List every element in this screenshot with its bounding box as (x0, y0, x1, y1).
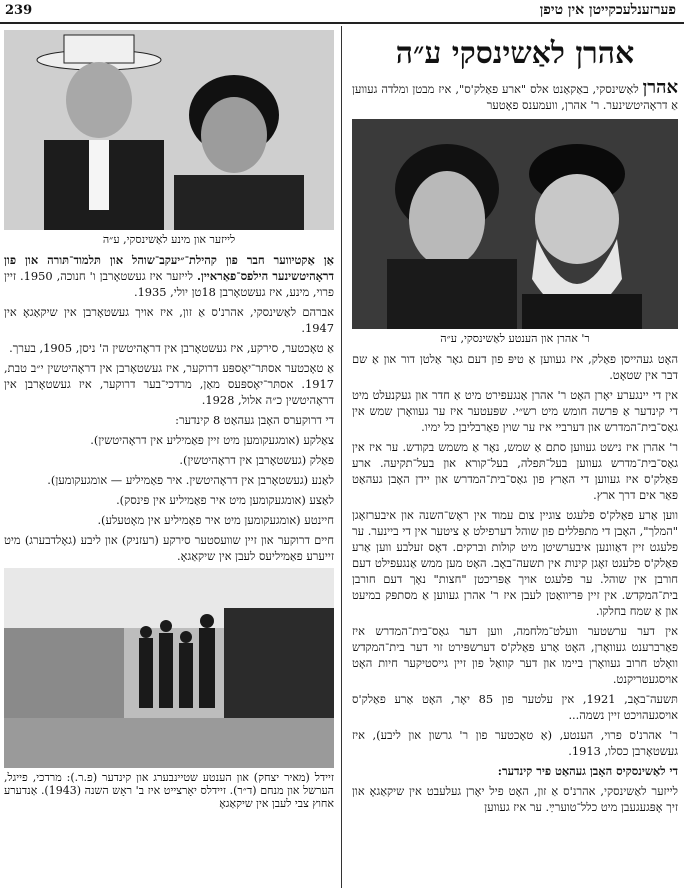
page-header (0, 0, 684, 24)
lead-word: אהרן (642, 77, 678, 98)
paragraph-3: ר' אהרן איז נישט געווען סתם אַ שמש, נאָר אַ משמש בקודש. ער איז אין גאַס־בית־מדרש געווען בעל־תּפלה, בעל־קורא און בעל־תקיעה. ארע פאַלק'ס איז געווען די האַרץ פון גאַס־בית־המדרש און יידן האָבן געהאַט פאַר אים דרך ארץ. (352, 440, 678, 502)
article-intro (352, 77, 678, 113)
left-para-5: די דרוקערס האָבן געהאַט 8 קינדער: (175, 413, 334, 427)
paragraph-6: תּשעה־באָב, 1921, אין עלטער פון 85 יאָר, האָט אַרע פאַלק'ס אויסגעהויכט זיין נשמה... (352, 692, 678, 722)
paragraph-4: ווען אַרע פאַלק'ס פלעגט צוגיין צום עמוד אין ראָש־השנה און איבערזאָגן "המלך", האָבן די מתפּללים פון שוהל דערפילט אַ ציטער אין די ביינער. ער פלעגט זיין דאַוונען איבערשיטן מיט קולות וברקים. דאָס זעלבע ווען אַרע פאַלק'ס פלעגט זאָגן קינות אין תשעה־באָב. האָט מען ממש אַנגעפילט דעם חורבן אין שוהל. ער פלעגט אויך אַפּריכטן "חצות" נאָך דעם חורבן בית־המקדש. אין זיין פּריוואַטן לעבן איז ר' אהרן געווען אַ מסתפּק במיעט און אַ שמח בחלקו. (352, 508, 678, 618)
left-para-1-rest: לייזער איז געשטאָרבן ו' חנוכה, 1950. זיין פרוי, מינע, איז געשטאָרבן 18טן יולי, 1935. (4, 269, 334, 299)
left-para-4: אַ טאָכטער אסתּר־יאָספּע דרוקער, איז געשטאָרבן אין דראָהיטשין י״ב טבת, 1917. אסתּר־יאָספּעס מאַן, מרדכי־בער דרוקער, איז געשטאָרבן אין דראָהיטשין כ״ה אלול, 1928. (4, 361, 334, 407)
running-title: פערזענלעכקייטן אין טיפן (539, 2, 676, 18)
paragraph-1: האָט געהייסן פאַלק, איז געווען אַ טיפּ פון דעם גאָר אַלטן דור און אַ שם דבר אין שטאָט. (352, 352, 678, 382)
paragraph-5: אין דער ערשטער וועלט־מלחמה, ווען דער גאַס־בית־המדרש איז פאַרברענט געוואָרן, האָט אַרע פאַלק'ס דערשפּירט זוי דער בית־המקדש וואָלט חרוב געוואָרן ביימו און דער קוואַל פון זיין גייסטיקער חיות האָט אויסגעטריקנט. (352, 624, 678, 686)
couple-portrait-photo (352, 119, 678, 329)
family-outdoor-photo (4, 568, 334, 768)
family-image (4, 568, 334, 768)
paragraph-7: ר' אהרנ'ס פרוי, הענטע, (אַ טאָכטער פון ר' גרשון און ליבע), איז געשטאָרבן כסלו, 1913. (352, 728, 678, 758)
left-para-2: אברהם לאַשינסקי, אהרנ'ס אַ זון, איז אויך געשטאָרבן אין שיקאַגאָ אין 1947. (4, 305, 334, 335)
article-column (352, 30, 678, 888)
page-number: 239 (5, 3, 33, 18)
left-para-3: אַ טאָכטער, סירקע, איז געשטאָרבן אין דראָהיטשין ה' ניסן, 1905, בערך. (9, 341, 334, 355)
side-column (4, 30, 334, 888)
column-divider (341, 26, 342, 888)
couple-photo (4, 30, 334, 230)
child-entry: חיים דרוקער און זיין שוועסטער סירקע (רעזניק) און ליבע (גאָלדבערג) מיט זייערע פאַמיליעס לעבן אין שיקאַגאָ. (4, 533, 334, 563)
couple-photo-caption: לייזער און מינע לאַשינסקי, ע״ה (102, 233, 236, 246)
child-entry: לאַצע (אומגעקומען מיט איר פאַמיליע אין פּינסק). (116, 493, 334, 507)
bold-opening: אַן אַקטיווער חבר פון קהילת־״יעקב־שוהל און תּלמוד־תּורה און פון דראָהיטשינער הילפס־פאַראיין. (4, 253, 335, 283)
child-entry: צאַלקע (אומגעקומען מיט זיין פאַמיליע אין דראָהיטשין). (90, 433, 334, 447)
child-entry: חיינטע (אומגעקומען מיט איר פאַמיליע אין מאָטעלע). (97, 513, 334, 527)
family-photo-caption: זיידל (מאיר יצחק) און הענטע שטיינבערג און קינדער (פ.ר.): מרדכי, פייגל, הערשל און מנחם (ד״ר). זיידלס יאָרצייט איז ב' ראָש השנה (1943). אַנדערע אחוץ צבי לעבן אין שיקאַגאָ (4, 771, 334, 810)
child-entry: פאַלק (געשטאָרבן אין דראָהיטשין). (179, 453, 334, 467)
child-entry: לאַנע (געשטאָרבן אין דראָהיטשין. איר פאַמיליע — אומגעקומען). (47, 473, 334, 487)
intro-text: לאַשינסקי, באַקאַנט אלס "ארע פאַלק'ס", איז מבטן ומלדה געווען אַ דראָהיטשינער. ר' אהרן, וועמענס פאָטער (352, 82, 678, 112)
article-title: אהרן לאַשינסקי ע״ה (395, 36, 635, 71)
left-para-1 (4, 252, 334, 300)
portrait-image (352, 119, 678, 329)
paragraph-2: אין די יינגערע יאָרן האָט ר' אהרן אַנגעפירט מיט אַ חדר און געקנעלט מיט די קינדער אַ פּרשה חומש מיט רש״י. שפּעטער איז ער געוואָרן שמש אין גאַס־בית־המדרש און דערביי איז ער שוין פאַרבליבן כל ימיו. (352, 388, 678, 434)
children-heading: די לאַשינסקיס האָבן געהאַט פיר קינדער: (497, 764, 678, 778)
children-text: לייזער לאַשינסקי, אהרנ'ס אַ זון, האָט פיל יאָרן געלעבט אין שיקאַגאָ און זיך אָפּגעגעבן מיט כלל־טוערײַ. ער איז געווען (352, 784, 678, 814)
portrait-caption: ר' אהרן און הענטע לאַשינסקי, ע״ה (440, 332, 590, 345)
couple-image (4, 30, 334, 230)
